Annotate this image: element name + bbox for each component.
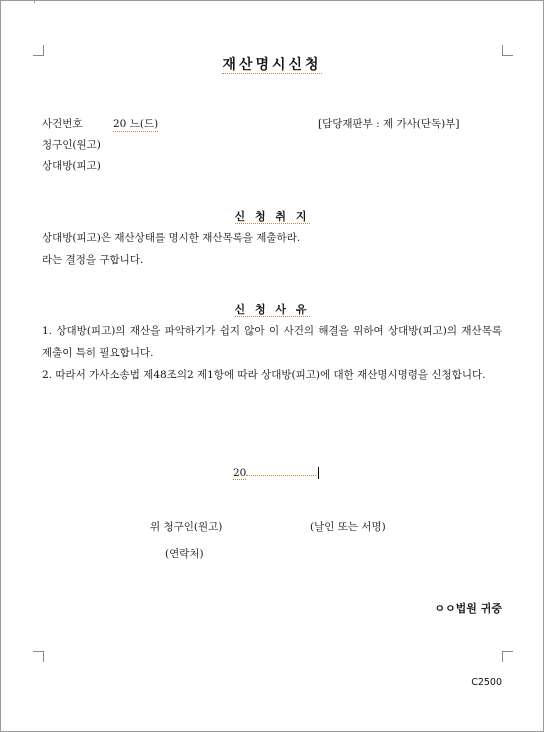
contact-label: (연락처) [165, 548, 204, 560]
crop-mark-bottom-right [502, 651, 513, 662]
reason-item-1: 1. 상대방(피고)의 재산을 파악하기가 쉽지 않아 이 사건의 해결을 위하여 상대방(피고)의 재산목록 제출이 특히 필요합니다. [42, 325, 502, 359]
signature-applicant-label: 위 청구인(원고) [150, 521, 223, 533]
form-code: C2500 [471, 677, 502, 688]
date-line[interactable] [233, 466, 319, 480]
respondent-label: 상대방(피고) [42, 160, 101, 172]
purpose-heading-text: 신 청 취 지 [234, 210, 310, 223]
department-field: [담당재판부 : 제 가사(단독)부] [318, 118, 460, 130]
case-number-value: 20 느(드) [113, 118, 159, 130]
purpose-line-2: 라는 결정을 구합니다. [42, 254, 144, 266]
date-year-text: 20 [233, 467, 247, 479]
reason-item-2: 2. 따라서 가사소송법 제48조의2 제1항에 따라 상대방(피고)에 대한 재산명시명령을 신청합니다. [42, 369, 486, 381]
applicant-label: 청구인(원고) [42, 139, 101, 151]
text-cursor [318, 467, 319, 479]
date-blank [246, 475, 316, 476]
document-title-text: 재산명시신청 [222, 57, 322, 73]
document-title [0, 54, 544, 74]
crop-mark-bottom-left [33, 651, 44, 662]
purpose-heading [0, 208, 544, 224]
signature-seal-note: (날인 또는 서명) [310, 521, 386, 533]
court-recipient: ㅇㅇ법원 귀중 [434, 602, 502, 615]
reason-heading-text: 신 청 사 유 [234, 303, 310, 316]
case-number-label: 사건번호 [42, 118, 83, 130]
reason-heading [0, 301, 544, 317]
purpose-line-1: 상대방(피고)은 재산상태를 명시한 재산목록을 제출하라. [42, 232, 301, 244]
page-top-tick [34, 0, 45, 3]
